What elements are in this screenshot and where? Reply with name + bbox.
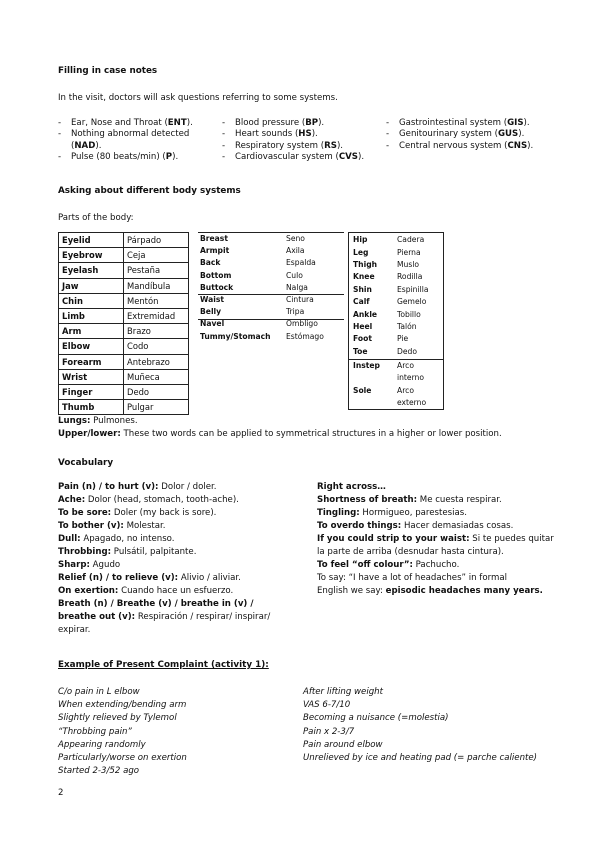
spanish-term: Rodilla [397,272,423,282]
bullet-dash: - [386,140,390,151]
table-row [351,259,430,271]
vocab-line [317,559,567,572]
spanish-term: Tripa [286,307,305,317]
spanish-term: Pulgar [124,400,189,415]
table-row [198,270,326,282]
example-line: When extending/bending arm [58,700,187,711]
bullet-text: Cardiovascular system (CVS). [235,152,365,163]
vocab-definition: expirar. [58,625,91,635]
bullet-dash: - [58,118,62,128]
body-parts-table-head [58,232,189,309]
spanish-term: Espinilla [397,284,429,294]
vocab-term: Shortness of breath: [317,495,418,505]
spanish-term: Mentón [124,293,189,308]
spanish-term: Mandíbula [124,278,189,293]
spanish-term: Pierna [397,247,421,257]
bullet-dash: - [386,129,390,140]
vocab-definition: Cuando hace un esfuerzo. [118,586,234,596]
example-line: VAS 6-7/10 [303,700,351,711]
table-row [198,233,326,245]
spanish-term: Nalga [286,282,308,292]
table-row [351,271,430,283]
vocab-definition: Pulsátil, palpitante. [111,547,197,557]
example-line: Unrelieved by ice and heating pad (= parche caliente) [303,753,538,764]
bullet-dash: - [222,129,226,140]
vocab-line [58,559,298,572]
bullet-text: Respiratory system (RS). [235,140,344,151]
vocab-definition: Agudo [89,560,121,570]
bullet-text: Ear, Nose and Throat (ENT). [71,118,193,128]
example-left-column [58,686,288,778]
spanish-term: Antebrazo [124,354,189,369]
systems-column-3 [386,118,566,152]
table-row [351,234,430,246]
bullet-item [58,118,213,129]
table-row [59,324,189,339]
bullet-item [58,152,213,163]
english-term: Armpit [200,246,230,256]
spanish-term: Axila [286,246,305,256]
spanish-term: Párpado [124,233,189,248]
spanish-term: Tobillo [397,309,421,319]
bullet-dash: - [222,118,226,128]
example-line: Pain x 2-3/7 [303,726,355,737]
english-term: Eyebrow [59,248,124,263]
table-row [59,354,189,369]
bullet-text: Gastrointestinal system (GIS). [399,118,530,128]
table-row [351,333,430,345]
spanish-term: Muslo [397,259,420,269]
english-term: Tummy/Stomach [200,331,271,341]
spanish-term: Dedo [397,346,417,356]
vocabulary-right-column [317,481,567,598]
table-row [198,245,326,257]
bullet-text: Genitourinary system (GUS). [399,129,525,140]
vocab-term: Throbbing: [58,547,112,557]
vocab-term: If you could strip to your waist: [317,534,470,544]
abbreviation: RS [324,140,337,151]
vocab-line [317,546,567,559]
vocab-definition: Pachucho. [412,560,460,570]
vocab-line [58,598,298,611]
example-title: Example of Present Complaint (activity 1): [58,660,269,670]
example-right-column [303,686,573,765]
vocab-term: episodic headaches many years. [385,586,543,596]
spanish-term: Cadera [397,235,425,245]
bullet-dash: - [222,152,226,163]
english-term: Arm [59,324,124,339]
section-title-body-systems: Asking about different body systems [58,186,241,196]
english-term: Breast [200,234,228,244]
spanish-term: Estómago [286,331,324,341]
bullet-item [58,129,213,152]
bullet-item [222,129,382,140]
parts-of-body-label: Parts of the body: [58,213,134,223]
english-term: Knee [353,272,375,282]
bullet-dash: - [58,129,62,140]
vocab-definition: Alivio / aliviar. [178,573,241,583]
vocab-line [58,533,298,546]
vocab-line [58,481,298,494]
bullet-dash: - [386,118,390,128]
table-row [351,385,428,410]
abbreviation: HS [298,129,312,140]
bullet-text: Central nervous system (CNS). [399,140,534,151]
bullet-dash: - [58,152,62,163]
table-row [351,360,428,385]
vocab-definition: Respiración / respirar/ inspirar/ [135,612,271,622]
table-row [198,306,326,318]
bullet-text: Nothing abnormal detected (NAD). [71,129,190,151]
systems-column-2 [222,118,382,164]
spanish-term: Gemelo [397,297,427,307]
table-row [198,331,326,343]
vocab-term: Relief (n) / to relieve (v): [58,573,179,583]
table-row [59,339,189,354]
vocab-line [58,585,298,598]
vocab-line [58,494,298,507]
vocab-definition: English we say: [317,586,386,596]
vocab-term: Tingling: [317,508,360,518]
vocabulary-title: Vocabulary [58,458,114,468]
table-row [351,284,430,296]
section-title-case-notes: Filling in case notes [58,66,158,76]
bullet-item [222,152,382,163]
vocab-line [58,507,298,520]
page-number: 2 [58,788,64,798]
abbreviation: P [165,152,173,163]
vocab-line [58,611,298,624]
table-row [59,248,189,263]
table-row [59,309,189,324]
example-line: Particularly/worse on exertion [58,753,187,764]
english-term: Elbow [59,339,124,354]
example-line: Started 2-3/52 ago [58,766,140,777]
english-term: Calf [353,297,370,307]
spanish-term: Codo [124,339,189,354]
english-term: Sole [353,386,372,395]
english-term: Navel [200,319,225,329]
table-row [59,233,189,248]
abbreviation: CVS [338,152,358,163]
vocab-definition: Hormigueo, parestesias. [359,508,468,518]
spanish-term: Muñeca [124,369,189,384]
body-parts-table-limbs [58,308,189,415]
vocab-line [58,572,298,585]
bullet-item [386,141,566,152]
spanish-term: Pestaña [124,263,189,278]
vocab-term: Breath (n) / Breathe (v) / breathe in (v) / [58,599,254,609]
spanish-term: Ombligo [286,319,318,329]
spanish-term: Cintura [286,295,314,305]
spanish-term: Arco externo [397,386,427,407]
systems-column-1 [58,118,213,164]
table-row [59,369,189,384]
english-term: Heel [353,321,373,331]
english-term: Eyelid [59,233,124,248]
english-term: Thigh [353,259,378,269]
vocab-line [317,572,567,585]
vocab-definition: To say: “I have a lot of headaches” in formal [317,573,508,583]
vocab-term: Right across… [317,482,386,492]
table-row [59,263,189,278]
english-term: Buttock [200,282,234,292]
spanish-term: Arco interno [397,361,425,382]
vocab-term: Dull: [58,534,81,544]
english-term: Shin [353,284,372,294]
english-term: Wrist [59,369,124,384]
table-row [59,278,189,293]
vocab-definition: Apagado, no intenso. [80,534,175,544]
body-parts-table-legs [348,232,444,410]
english-term: Leg [353,247,369,257]
example-line: After lifting weight [303,687,383,697]
table-row [351,296,430,308]
vocab-definition: Hacer demasiadas cosas. [401,521,514,531]
spanish-term: Culo [286,270,303,280]
table-row [59,384,189,399]
english-term: Instep [353,361,380,370]
vocab-definition: Doler (my back is sore). [111,508,217,518]
abbreviation: BP [305,118,319,128]
vocab-term: To be sore: [58,508,112,518]
table-row [351,308,430,320]
table-row [351,321,430,333]
upper-lower-line: Upper/lower: These two words can be applied to symmetrical structures in a higher or lower position. [58,429,502,439]
english-term: Bottom [200,270,232,280]
vocab-definition: Dolor (head, stomach, tooth-ache). [85,495,239,505]
table-row [198,282,326,294]
bullet-text: Blood pressure (BP). [235,118,325,128]
english-term: Thumb [59,400,124,415]
english-term: Eyelash [59,263,124,278]
bullet-item [386,129,566,140]
example-line: “Throbbing pain” [58,726,132,737]
spanish-term: Espalda [286,258,316,268]
vocab-line [58,546,298,559]
spanish-term: Seno [286,234,305,244]
abbreviation: ENT [167,118,187,128]
vocab-line [317,481,567,494]
vocab-definition: Molestar. [123,521,166,531]
english-term: Chin [59,293,124,308]
bullet-text: Heart sounds (HS). [235,129,318,140]
lungs-line: Lungs: Pulmones. [58,416,138,426]
example-line: Becoming a nuisance (=molestia) [303,713,449,724]
spanish-term: Extremidad [124,309,189,324]
table-row [198,257,326,269]
vocab-line [58,624,298,637]
spanish-term: Dedo [124,384,189,399]
bullet-text: Pulse (80 beats/min) (P). [71,152,179,163]
vocab-line [317,520,567,533]
vocab-definition: la parte de arriba (desnudar hasta cintura). [317,547,504,557]
table-row [198,294,326,306]
english-term: Back [200,258,221,268]
vocab-line [317,533,567,546]
table-row [351,346,430,358]
example-line: Slightly relieved by Tylemol [58,713,177,724]
example-line: C/o pain in L elbow [58,687,140,697]
spanish-term: Brazo [124,324,189,339]
vocab-term: To overdo things: [317,521,402,531]
table-row [198,318,326,330]
english-term: Waist [200,295,224,305]
vocab-term: To feel “off colour”: [317,560,413,570]
table-row [59,400,189,415]
vocab-term: On exertion: [58,586,119,596]
english-term: Forearm [59,354,124,369]
english-term: Toe [353,346,368,356]
english-term: Hip [353,235,368,245]
vocab-definition: Me cuesta respirar. [417,495,502,505]
abbreviation: GIS [507,118,524,128]
bullet-item [386,118,566,129]
vocab-term: Sharp: [58,560,90,570]
vocab-term: breathe out (v): [58,612,136,622]
bullet-dash: - [222,140,226,151]
abbreviation: GUS [498,129,519,140]
abbreviation: NAD [74,140,96,151]
spanish-term: Talón [397,321,417,331]
spanish-term: Ceja [124,248,189,263]
english-term: Foot [353,334,372,344]
vocab-line [317,585,567,598]
table-row [351,246,430,258]
english-term: Ankle [353,309,378,319]
vocab-definition: Dolor / doler. [158,482,217,492]
bullet-item [222,118,382,129]
example-line: Pain around elbow [303,739,383,750]
vocab-term: To bother (v): [58,521,124,531]
english-term: Finger [59,384,124,399]
example-line: Appearing randomly [58,739,146,750]
vocab-line [58,520,298,533]
table-row [59,293,189,308]
vocabulary-left-column [58,481,298,637]
spanish-term: Pie [397,334,409,344]
vocab-definition: Si te puedes quitar [469,534,554,544]
english-term: Belly [200,307,222,317]
english-term: Jaw [59,278,124,293]
body-parts-table-trunk [198,232,344,348]
intro-text: In the visit, doctors will ask questions referring to some systems. [58,93,338,103]
abbreviation: CNS [507,140,528,151]
vocab-term: Pain (n) / to hurt (v): [58,482,159,492]
vocab-line [317,507,567,520]
bullet-item [222,141,382,152]
vocab-line [317,494,567,507]
english-term: Limb [59,309,124,324]
vocab-term: Ache: [58,495,86,505]
